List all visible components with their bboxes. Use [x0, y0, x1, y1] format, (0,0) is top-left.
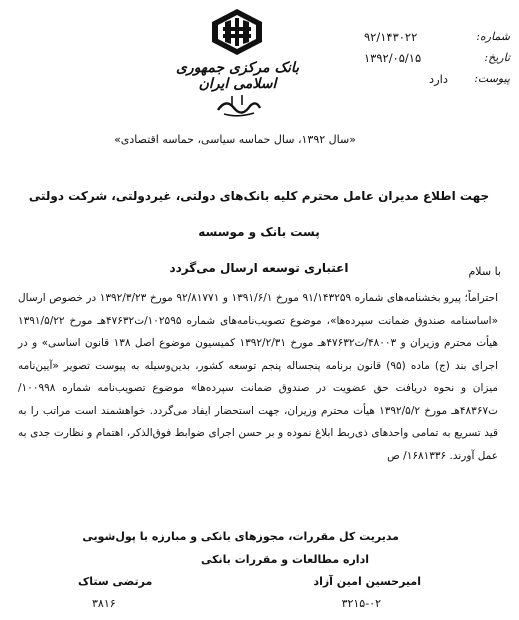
date-value: ۱۳۹۲/۰۵/۱۵ — [364, 50, 422, 65]
signature-department-1: مدیریت کل مقررات، مجوزهای بانکی و مبارزه با پول‌شویی — [82, 530, 399, 543]
signatory-code-1: ۳۲۱۵-۰۲ — [341, 597, 381, 610]
bank-name: بانک مرکزی جمهوری اسلامی ایران — [175, 60, 300, 92]
date-label: تاریخ: — [484, 51, 510, 64]
signature-department-2: اداره مطالعات و مقررات بانکی — [201, 553, 369, 566]
attachment-label: پیوست: — [474, 72, 510, 85]
letter-meta — [360, 26, 510, 89]
signatory-name-2: مرتضی ستاک — [78, 575, 153, 588]
year-slogan: «سال ۱۳۹۲، سال حماسه سیاسی، حماسه اقتصادی» — [114, 133, 356, 146]
signatory-name-1: امیرحسین امین آزاد — [313, 575, 421, 588]
number-row — [360, 26, 510, 47]
number-label: شماره: — [476, 30, 510, 43]
attachment-value: دارد — [429, 71, 448, 86]
date-row — [360, 47, 510, 68]
subject-line-1: جهت اطلاع مدیران عامل محترم کلیه بانک‌های دولتی، غیردولتی، شرکت دولتی پست بانک و موسسه — [28, 189, 490, 239]
letter-body: احتراماً؛ پیرو بخشنامه‌های شماره ۹۱/۱۴۳۲۵۹ مورخ ۱۳۹۱/۶/۱ و ۹۲/۸۱۷۷۱ مورخ ۱۳۹۲/۳/۲۳ در خصوص ارسال «اساسنامه صندوق ضمانت سپرده‌ها»، موضوع تصویب‌نامه‌های شماره ۱۰۲۵۹۵/ت۴۷۶۳۲هـ مورخ ۱۳۹۱/۵/۲۲ هیأت محترم وزیران و ۴۸۰۰۳/ت۴۷۶۳۲هـ مورخ ۱۳۹۲/۲/۳۱ کمیسیون موضوع اصل ۱۳۸ قانون اساسی» و در اجرای بند (ج) ماده (۹۵) قانون برنامه پنجساله پنجم توسعه کشور، بدین‌وسیله به پیوست تصویر «آیین‌نامه میزان و نحوه دریافت حق عضویت در صندوق ضمانت سپرده‌ها» موضوع تصویب‌نامه شماره ۱۰۰۹۹۸/ت۴۸۳۶۷هـ مورخ ۱۳۹۲/۵/۲ هیأت محترم وزیران، جهت استحضار ایفاد می‌گردد. خواهشمند است مراتب را به قید تسریع به تمامی واحدهای ذی‌ربط ابلاغ نموده و بر حسن اجرای ضوابط فوق‌الذکر، اهتمام و نظارت جدی به عمل آورند. ۱۶۸۱۳۳۶/ ص — [18, 292, 499, 462]
subject-line-2: اعتباری توسعه ارسال می‌گردد — [169, 261, 349, 275]
number-value: ۹۲/۱۴۳۰۲۲ — [364, 29, 418, 44]
bismillah-calligraphy-icon — [214, 92, 264, 118]
bank-logo-icon — [211, 8, 263, 56]
letter-subject — [18, 178, 500, 286]
attachment-row — [360, 68, 510, 89]
signatory-code-2: ۳۸۱۶ — [92, 597, 116, 610]
greeting: با سلام — [468, 265, 501, 278]
